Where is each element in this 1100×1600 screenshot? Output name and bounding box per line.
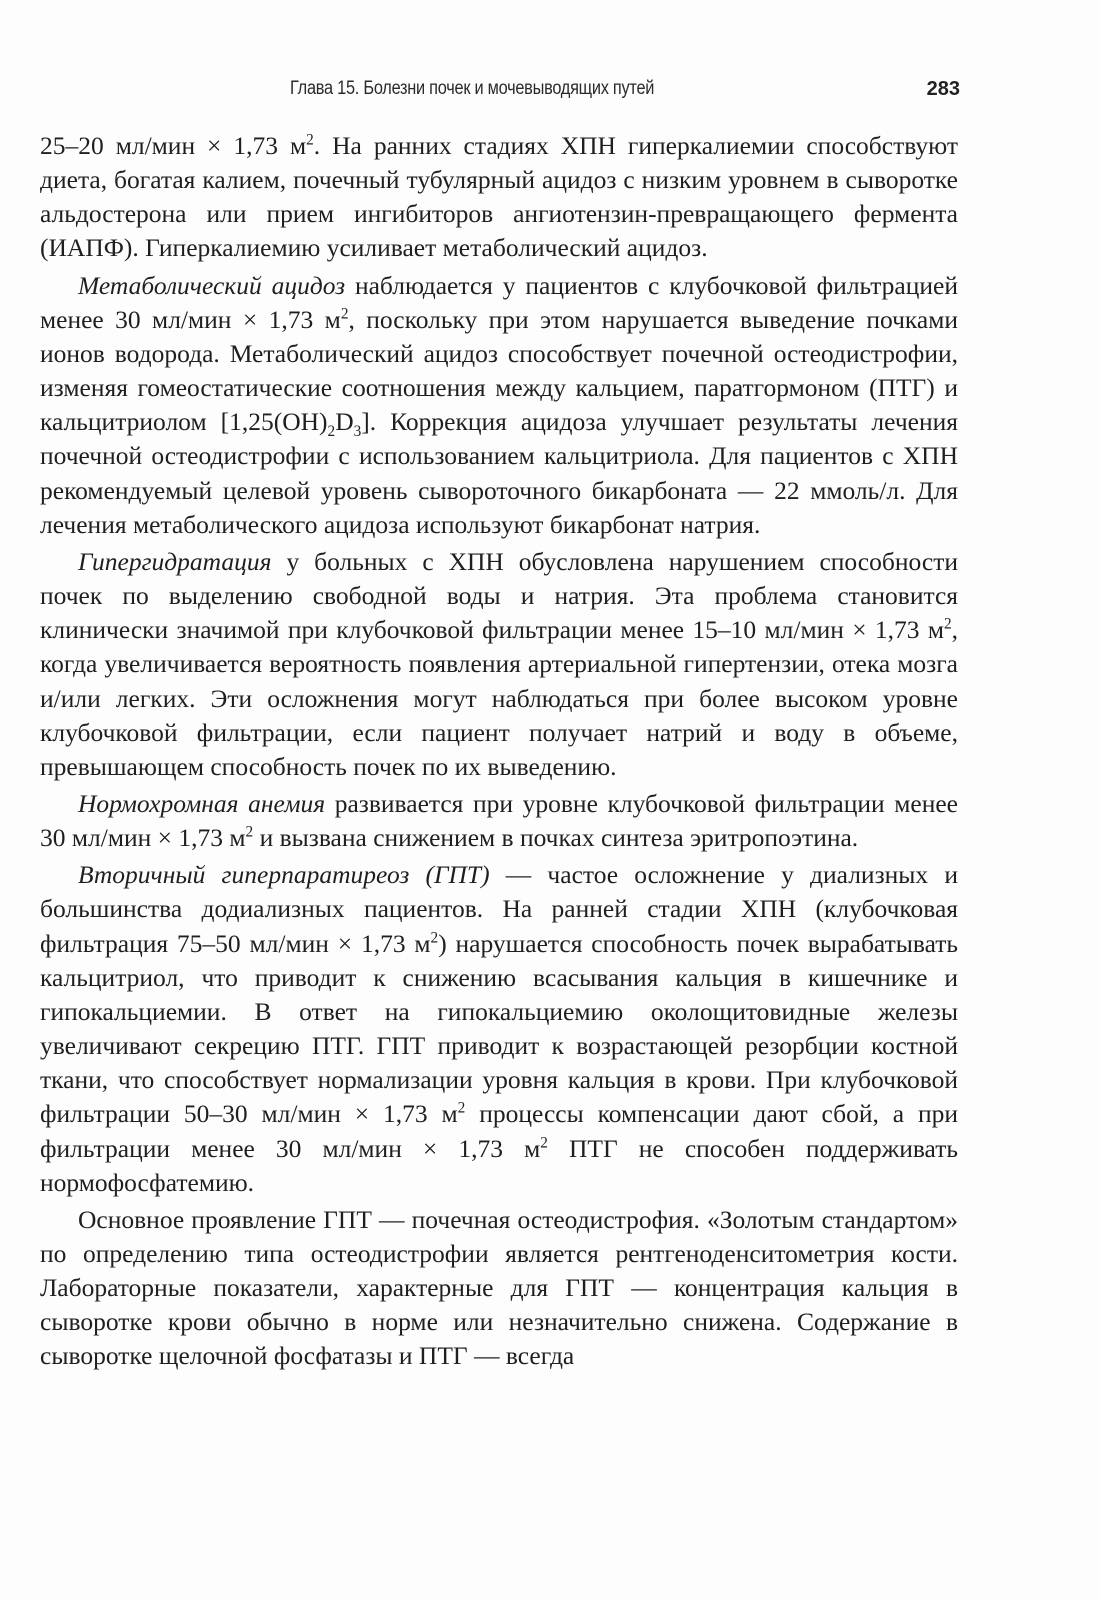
paragraph-metabolic-acidosis	[40, 269, 958, 542]
paragraph-normochromic-anemia	[40, 787, 958, 855]
text-run: у больных с ХПН обусловлена нарушением способности почек по выделению свободной воды и натрия. Эта проблема становится клинически значимой при клубочковой фильтрации менее 15–10 мл/мин × 1,73 м	[40, 546, 958, 645]
superscript: 2	[306, 131, 314, 149]
text-run: ]. Коррекция ацидоза улучшает результаты лечения почечной остеодистрофии с использованием кальцитриола. Для пациентов с ХПН рекомендуемый целевой уровень сывороточного бикарбоната — 22 ммоль/л. Для лечения метаболического ацидоза используют бикарбонат натрия.	[40, 407, 958, 539]
chapter-title: Глава 15. Болезни почек и мочевыводящих путей	[290, 78, 655, 99]
text-run: развивается при уровне клубочковой фильтрации менее 30 мл/мин × 1,73 м	[40, 788, 958, 853]
text-run: Основное проявление ГПТ — почечная остеодистрофия. «Золотым стандартом» по определению типа остеодистрофии является рентгеноденситометрия кости. Лабораторные показатели, характерные для ГПТ — концентрация кальция в сыворотке крови обычно в норме или незначительно снижена. Содержание в сыворотке щелочной фосфатазы и ПТГ — всегда	[40, 1204, 958, 1371]
text-run: процессы компенсации дают сбой, а при фильтрации менее 30 мл/мин × 1,73 м	[40, 1099, 958, 1163]
subscript: 2	[327, 423, 336, 441]
paragraph-hyperkalemia-continuation	[40, 129, 958, 266]
body-text	[40, 129, 958, 1374]
subscript: 3	[353, 423, 362, 441]
superscript: 2	[340, 305, 349, 323]
text-run: , когда увеличивается вероятность появления артериальной гипертензии, отека мозга и/или легких. Эти осложнения могут наблюдаться при более высоком уровне клубочковой фильтрации, если пациент получает натрий и воду в объеме, превышающем способность почек по их выведению.	[40, 615, 958, 781]
superscript: 2	[540, 1134, 548, 1152]
text-run: , поскольку при этом нарушается выведение почками ионов водорода. Метаболический ацидоз способствует почечной остеодистрофии, изменяя гомеостатические соотношения между кальцием, паратгормоном (ПТГ) и кальцитриолом [1,25(OH)	[40, 304, 959, 437]
superscript: 2	[943, 615, 952, 633]
term-metabolic-acidosis: Метаболический ацидоз	[78, 270, 346, 300]
superscript: 2	[430, 929, 439, 947]
page-number: 283	[926, 78, 960, 100]
text-run: ) нарушается способность почек вырабатывать кальцитриол, что приводит к снижению всасывания кальция в кишечнике и гипокальциемии. В ответ на гипокальциемию околощитовидные железы увеличивают секрецию ПТГ. ГПТ приводит к возрастающей резорбции костной ткани, что способствует нормализации уровня кальция в крови. При клубочковой фильтрации 50–30 мл/мин × 1,73 м	[40, 928, 958, 1129]
term-hyperhydration: Гипергидратация	[78, 546, 272, 576]
text-run: D	[335, 407, 354, 437]
text-run: — частое осложнение у диализных и большинства додиализных пациентов. На ранней стадии ХПН (клубочковая фильтрация 75–50 мл/мин × 1,73 м	[40, 860, 958, 958]
text-run: наблюдается у пациентов с клубочковой фильтрацией менее 30 мл/мин × 1,73 м	[40, 270, 958, 334]
term-secondary-hyperparathyroidism: Вторичный гиперпаратиреоз (ГПТ)	[78, 860, 490, 890]
paragraph-hyperhydration	[40, 545, 958, 784]
term-normochromic-anemia: Нормохромная анемия	[78, 788, 326, 818]
text-run: ПТГ не способен поддерживать нормофосфатемию.	[40, 1133, 958, 1197]
running-header	[78, 78, 960, 106]
superscript: 2	[457, 1099, 466, 1117]
text-run: . На ранних стадиях ХПН гиперкалиемии способствуют диета, богатая калием, почечный тубулярный ацидоз с низким уровнем в сыворотке альдостерона или прием ингибиторов ангиотензин-превращающего фермента (ИАПФ). Гиперкалиемию усиливает метаболический ацидоз.	[40, 131, 958, 263]
text-run: 25–20 мл/мин × 1,73 м	[40, 131, 307, 160]
text-run: и вызвана снижением в почках синтеза эритропоэтина.	[253, 823, 859, 853]
superscript: 2	[245, 823, 254, 841]
paragraph-renal-osteodystrophy	[40, 1203, 958, 1374]
paragraph-secondary-hyperparathyroidism	[40, 858, 958, 1200]
